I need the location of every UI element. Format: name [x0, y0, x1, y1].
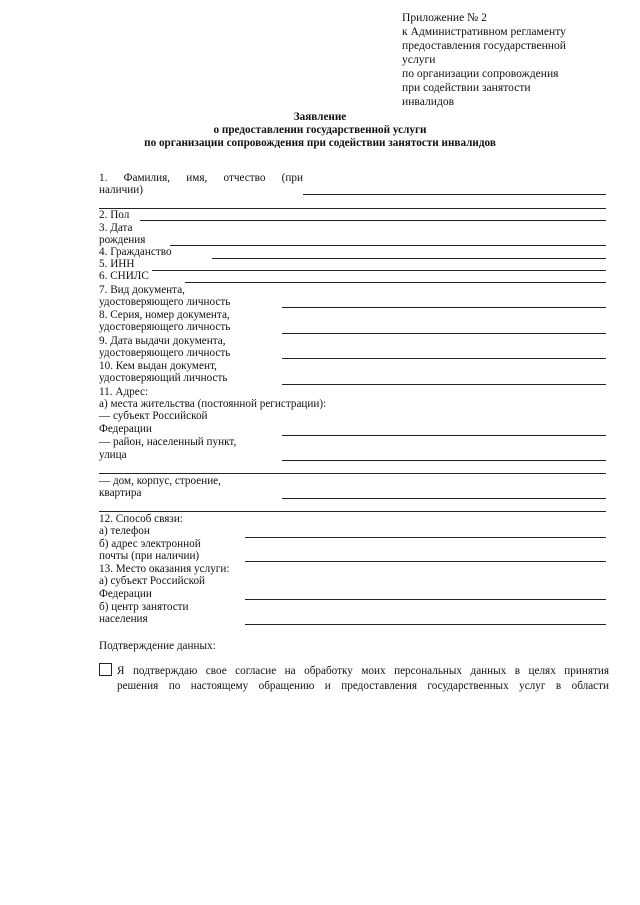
field-contact-label: 12. Способ связи: [99, 513, 183, 525]
field-service-region-label-2: Федерации [99, 588, 152, 600]
consent-text-line-1: Я подтверждаю свое согласие на обработку моих персональных данных в целях принятия [117, 665, 609, 677]
annex-line: услуги [402, 53, 436, 66]
field-house-label-2: квартира [99, 487, 142, 499]
consent-text-line-2: решения по настоящему обращению и предоставления государственных услуг в области [117, 680, 609, 692]
field-doc-number-label: 8. Серия, номер документа, [99, 309, 230, 321]
field-doc-type-label: 7. Вид документа, [99, 284, 185, 296]
field-address-label: 11. Адрес: [99, 386, 149, 398]
citizenship-input-line[interactable] [212, 258, 606, 259]
field-employment-center-label-2: населения [99, 613, 148, 625]
field-snils-label: 6. СНИЛС [99, 270, 149, 282]
service-region-input-line[interactable] [245, 599, 606, 600]
field-doc-date-label-2: удостоверяющего личность [99, 347, 231, 359]
district-input-line[interactable] [282, 460, 606, 461]
f1-word: 1. [99, 172, 108, 184]
house-input-line-2[interactable] [99, 511, 606, 512]
field-district-label: — район, населенный пункт, [99, 436, 237, 448]
fullname-input-line[interactable] [303, 194, 606, 195]
field-inn-label: 5. ИНН [99, 258, 135, 270]
region-input-line[interactable] [282, 435, 606, 436]
field-citizenship-label: 4. Гражданство [99, 246, 172, 258]
gender-input-line[interactable] [140, 220, 606, 221]
doc-type-input-line[interactable] [282, 307, 606, 308]
annex-line: инвалидов [402, 95, 455, 108]
district-input-line-2[interactable] [99, 473, 606, 474]
field-fullname-label-2: наличии) [99, 184, 143, 196]
field-email-label: б) адрес электронной [99, 538, 201, 550]
field-service-place-label: 13. Место оказания услуги: [99, 563, 230, 575]
document-title [0, 111, 640, 150]
annex-line: по организации сопровождения [402, 67, 559, 80]
f1-word: (при [281, 172, 303, 184]
annex-header [402, 11, 602, 109]
field-house-label: — дом, корпус, строение, [99, 475, 221, 487]
fullname-input-line-2[interactable] [99, 208, 606, 209]
f1-word: отчество [223, 172, 266, 184]
field-address-residence-label: а) места жительства (постоянной регистрации): [99, 398, 327, 410]
field-phone-label: а) телефон [99, 525, 150, 537]
doc-date-input-line[interactable] [282, 358, 606, 359]
house-input-line[interactable] [282, 498, 606, 499]
confirmation-heading: Подтверждение данных: [99, 640, 216, 652]
snils-input-line[interactable] [185, 282, 606, 283]
field-fullname-label [99, 172, 303, 184]
employment-center-input-line[interactable] [245, 624, 606, 625]
annex-line: к Административном регламенту [402, 25, 566, 38]
field-doc-issuer-label-2: удостоверяющий личность [99, 372, 228, 384]
field-doc-date-label: 9. Дата выдачи документа, [99, 335, 226, 347]
doc-issuer-input-line[interactable] [282, 384, 606, 385]
field-gender-label: 2. Пол [99, 209, 130, 221]
field-doc-number-label-2: удостоверяющего личность [99, 321, 231, 333]
title-line-1: Заявление [293, 111, 347, 123]
annex-line: предоставления государственной [402, 39, 566, 52]
f1-word: имя, [186, 172, 208, 184]
annex-line: Приложение № 2 [402, 11, 487, 24]
inn-input-line[interactable] [152, 270, 606, 271]
email-input-line[interactable] [245, 561, 606, 562]
title-line-2: о предоставлении государственной услуги [213, 124, 427, 136]
field-employment-center-label: б) центр занятости [99, 601, 189, 613]
annex-line: при содействии занятости [402, 81, 531, 94]
field-region-label: — субъект Российской [99, 410, 208, 422]
field-birthdate-label: 3. Дата [99, 222, 133, 234]
doc-number-input-line[interactable] [282, 333, 606, 334]
phone-input-line[interactable] [245, 537, 606, 538]
field-birthdate-label-2: рождения [99, 234, 146, 246]
field-region-label-2: Федерации [99, 423, 152, 435]
field-service-region-label: а) субъект Российской [99, 575, 206, 587]
field-email-label-2: почты (при наличии) [99, 550, 200, 562]
f1-word: Фамилия, [123, 172, 171, 184]
field-doc-issuer-label: 10. Кем выдан документ, [99, 360, 217, 372]
field-doc-type-label-2: удостоверяющего личность [99, 296, 231, 308]
title-line-3: по организации сопровождения при содействии занятости инвалидов [144, 137, 496, 149]
birthdate-input-line[interactable] [170, 245, 606, 246]
field-district-label-2: улица [99, 449, 127, 461]
